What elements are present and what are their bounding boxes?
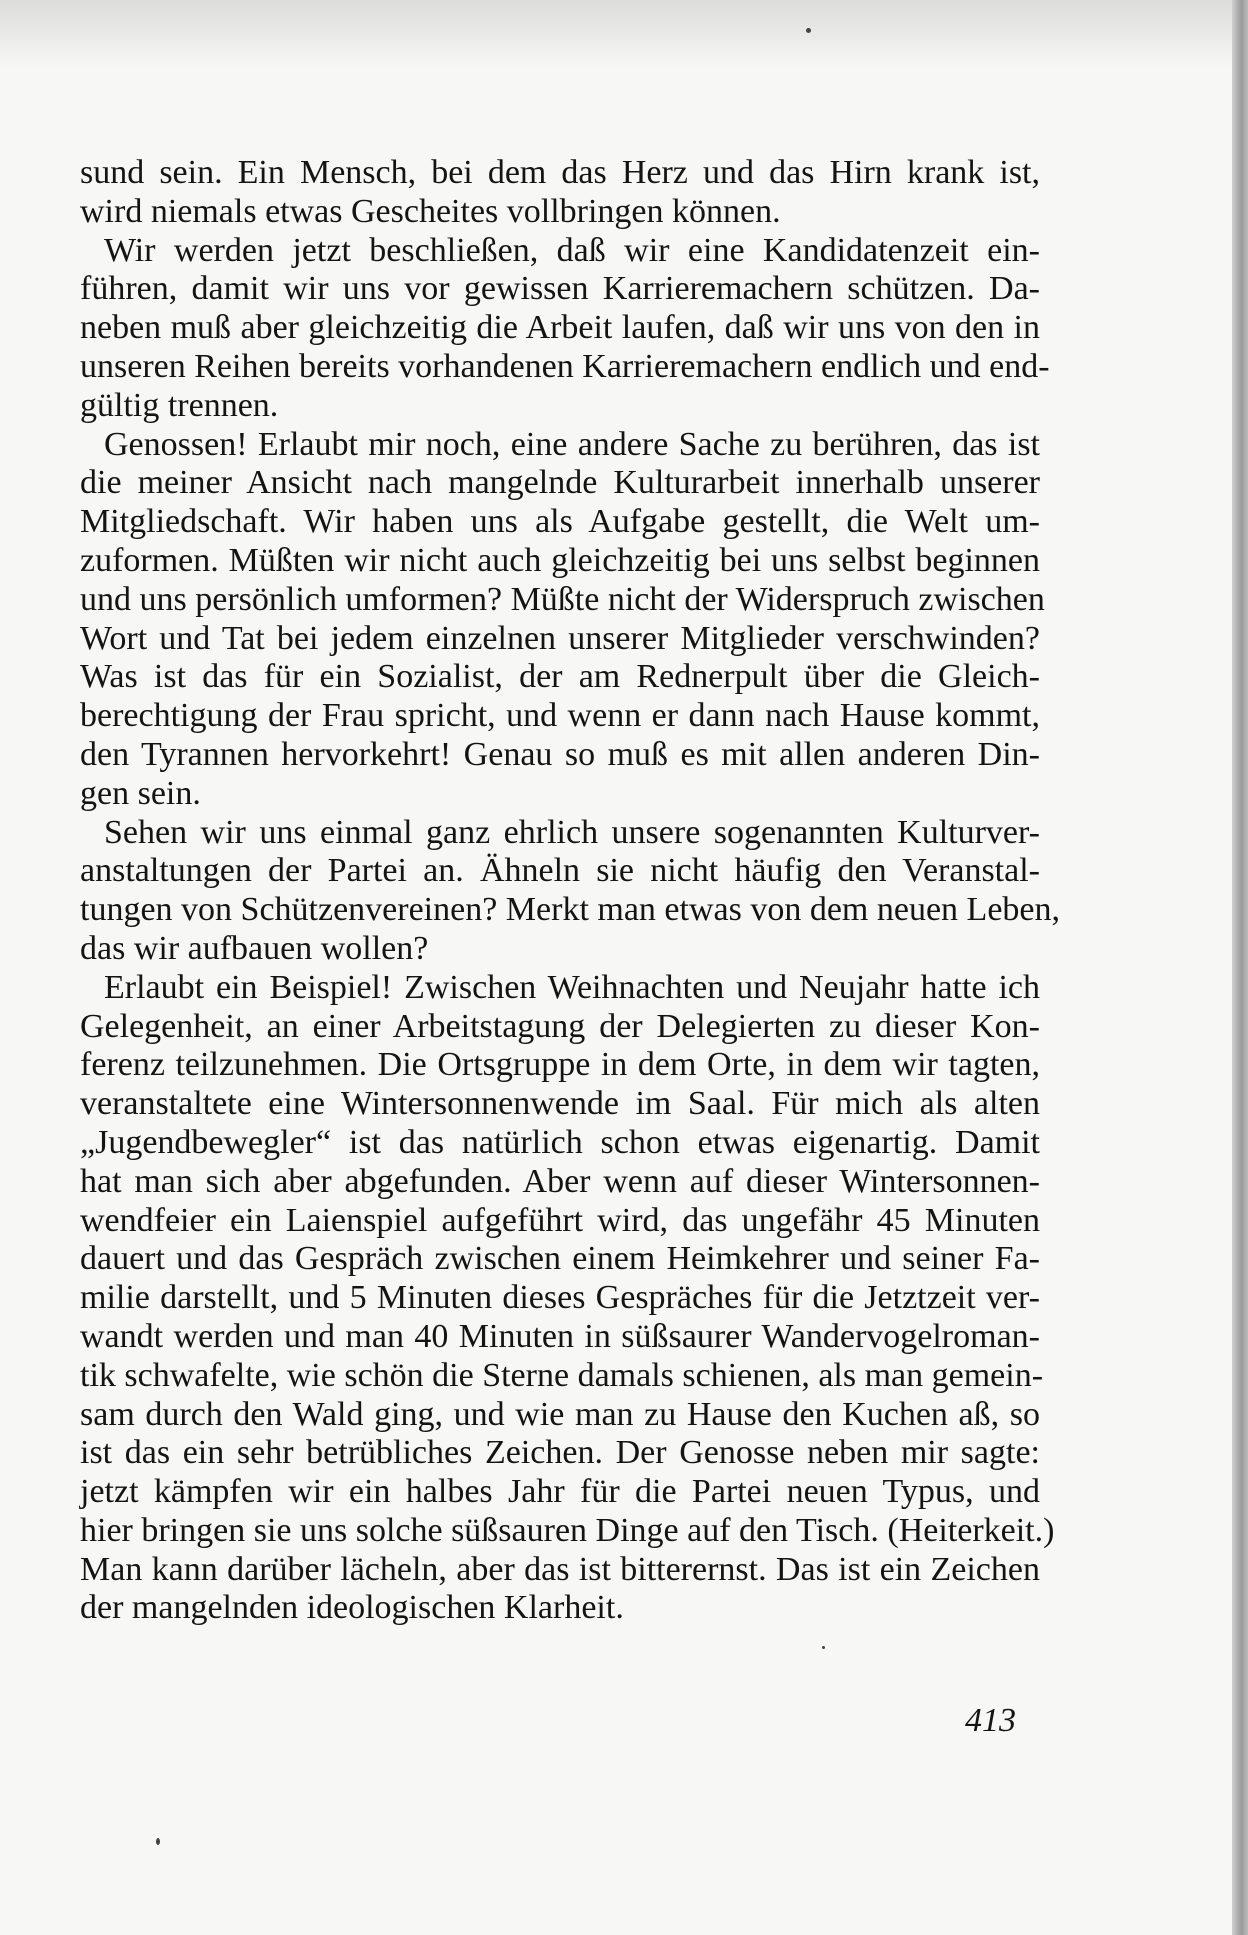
text-line: sund sein. Ein Mensch, bei dem das Herz und das Hirn krank ist, xyxy=(80,154,1040,191)
text-line: Wir werden jetzt beschließen, daß wir eine Kandidatenzeit ein- xyxy=(104,231,1040,269)
text-line: der mangelnden ideologischen Klarheit. xyxy=(80,1589,624,1627)
page-body-text xyxy=(80,154,1061,1628)
text-line: ferenz teilzunehmen. Die Ortsgruppe in dem Orte, in dem wir tagten, xyxy=(80,1046,1040,1084)
page-edge xyxy=(1232,0,1248,1935)
text-line: anstaltungen der Partei an. Ähneln sie nicht häufig den Veranstal- xyxy=(80,852,1040,890)
text-line: Genossen! Erlaubt mir noch, eine andere Sache zu berühren, das ist xyxy=(104,425,1040,463)
text-line: wandt werden und man 40 Minuten in süßsaurer Wandervogelroman- xyxy=(80,1317,1040,1355)
text-line: neben muß aber gleichzeitig die Arbeit laufen, daß wir uns von den in xyxy=(80,309,1040,347)
text-line: den Tyrannen hervorkehrt! Genau so muß es mit allen anderen Din- xyxy=(80,735,1040,773)
text-line: gültig trennen. xyxy=(80,386,279,424)
text-line: dauert und das Gespräch zwischen einem Heimkehrer und seiner Fa- xyxy=(80,1240,1040,1278)
text-line: „Jugendbewegler“ ist das natürlich schon etwas eigenartig. Damit xyxy=(80,1123,1040,1161)
text-line: gen sein. xyxy=(80,774,201,812)
text-line: führen, damit wir uns vor gewissen Karrieremachern schützen. Da- xyxy=(80,270,1040,308)
text-line: hier bringen sie uns solche süßsauren Dinge auf den Tisch. (Heiterkeit.) xyxy=(80,1511,1055,1549)
text-line: Erlaubt ein Beispiel! Zwischen Weihnachten und Neujahr hatte ich xyxy=(104,968,1040,1006)
text-line: wird niemals etwas Gescheites vollbringen können. xyxy=(80,192,781,230)
text-line: jetzt kämpfen wir ein halbes Jahr für die Partei neuen Typus, und xyxy=(80,1473,1040,1511)
text-line: Man kann darüber lächeln, aber das ist bitterernst. Das ist ein Zeichen xyxy=(80,1550,1040,1588)
text-line: Wort und Tat bei jedem einzelnen unserer Mitglieder verschwinden? xyxy=(80,619,1040,657)
text-line: unseren Reihen bereits vorhandenen Karrieremachern endlich und end- xyxy=(80,347,1050,385)
text-line: und uns persönlich umformen? Müßte nicht der Widerspruch zwischen xyxy=(80,580,1045,618)
text-line: berechtigung der Frau spricht, und wenn er dann nach Hause kommt, xyxy=(80,697,1040,735)
text-line: tik schwafelte, wie schön die Sterne damals schienen, als man gemein- xyxy=(80,1356,1044,1394)
text-line: sam durch den Wald ging, und wie man zu Hause den Kuchen aß, so xyxy=(80,1395,1040,1433)
text-line: Was ist das für ein Sozialist, der am Rednerpult über die Gleich- xyxy=(80,658,1040,696)
text-line: die meiner Ansicht nach mangelnde Kulturarbeit innerhalb unserer xyxy=(80,464,1040,502)
text-line: das wir aufbauen wollen? xyxy=(80,929,429,967)
page-number: 413 xyxy=(965,1702,1016,1739)
text-line: tungen von Schützenvereinen? Merkt man etwas von dem neuen Leben, xyxy=(80,891,1061,929)
text-line: Gelegenheit, an einer Arbeitstagung der Delegierten zu dieser Kon- xyxy=(80,1007,1040,1045)
scan-speck xyxy=(806,28,811,33)
text-line: Mitgliedschaft. Wir haben uns als Aufgabe gestellt, die Welt um- xyxy=(80,503,1040,541)
text-line: wendfeier ein Laienspiel aufgeführt wird, das ungefähr 45 Minuten xyxy=(80,1201,1040,1239)
text-line: milie darstellt, und 5 Minuten dieses Gespräches für die Jetztzeit ver- xyxy=(80,1279,1040,1317)
text-line: Sehen wir uns einmal ganz ehrlich unsere sogenannten Kulturver- xyxy=(104,813,1040,851)
text-line: veranstaltete eine Wintersonnenwende im Saal. Für mich als alten xyxy=(80,1085,1040,1123)
text-line: zuformen. Müßten wir nicht auch gleichzeitig bei uns selbst beginnen xyxy=(80,541,1040,579)
text-line: ist das ein sehr betrübliches Zeichen. Der Genosse neben mir sagte: xyxy=(80,1434,1040,1472)
scan-speck xyxy=(156,1838,160,1845)
scan-shadow xyxy=(0,0,1232,70)
text-line: hat man sich aber abgefunden. Aber wenn auf dieser Wintersonnen- xyxy=(80,1162,1040,1200)
scan-speck xyxy=(822,1646,825,1649)
